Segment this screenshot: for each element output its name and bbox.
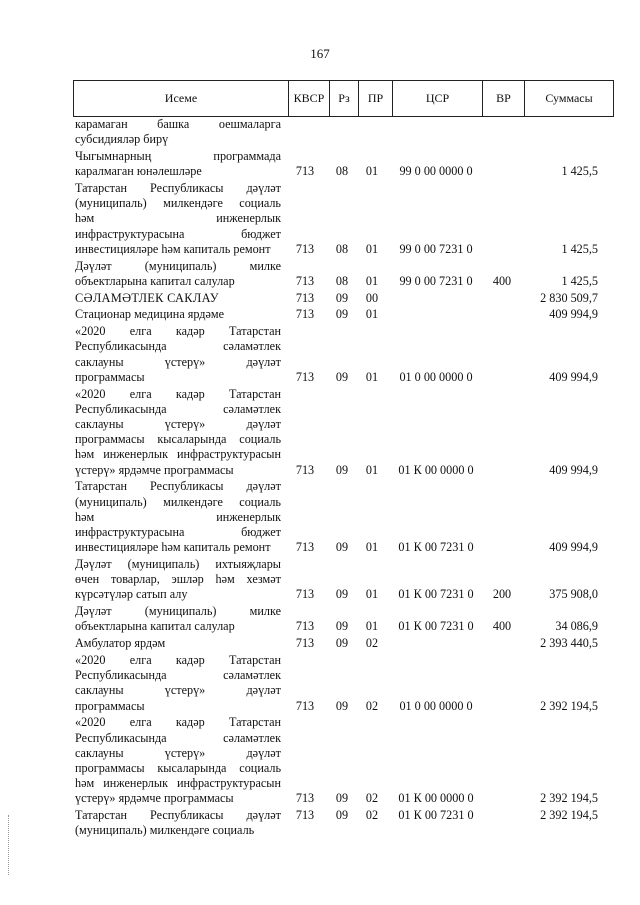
row-name	[73, 259, 281, 289]
row-name	[73, 557, 281, 603]
table-row	[73, 653, 614, 714]
cell-pr: 02	[365, 791, 379, 806]
row-name-line: Татарстан Республикасы дәүләт	[75, 808, 281, 823]
cell-pr: 02	[365, 636, 379, 651]
cell-rz: 09	[335, 290, 349, 305]
row-name-line: Стационар медицина ярдәме	[75, 307, 225, 322]
row-name-line: инвестицияләре һәм капиталь ремонт	[75, 241, 271, 256]
row-name-line: программасы	[75, 369, 145, 384]
cell-kvsr: 713	[295, 619, 315, 634]
row-name	[73, 387, 281, 478]
row-name	[73, 715, 281, 806]
cell-rz: 08	[335, 241, 349, 256]
row-name	[73, 653, 281, 714]
row-name	[73, 324, 281, 385]
cell-pr: 02	[365, 808, 379, 823]
cell-csr: 99 0 00 7231 0	[399, 241, 473, 256]
row-name-line: (муниципаль) милкендәге социаль	[75, 196, 281, 211]
cell-pr: 01	[365, 619, 379, 634]
row-name-line: «2020 елга кадәр Татарстан	[75, 324, 281, 339]
table-row	[73, 181, 614, 257]
cell-csr: 01 К 00 7231 0	[398, 587, 474, 602]
row-name-line: Республикасында сәламәтлек	[75, 730, 281, 745]
table-row	[73, 324, 614, 385]
row-name-line: Дәүләт (муниципаль) ихтыяҗлары	[75, 557, 281, 572]
row-name-line: һәм инженерлык инфраструктурасын	[75, 776, 281, 791]
row-name-line: үстерү» ярдәмче программасы	[75, 791, 234, 806]
table-row	[73, 636, 614, 651]
cell-pr: 01	[365, 462, 379, 477]
cell-sum: 409 994,9	[549, 540, 598, 555]
table-row	[73, 259, 614, 289]
cell-sum: 2 393 440,5	[540, 636, 598, 651]
row-name-line: Чыгымнарның программада	[75, 149, 281, 163]
table-row	[73, 307, 614, 322]
row-name	[73, 149, 281, 179]
cell-pr: 01	[365, 540, 379, 555]
row-name-line: Республикасында сәламәтлек	[75, 668, 281, 683]
cell-csr: 99 0 00 7231 0	[399, 273, 473, 288]
row-name-line: «2020 елга кадәр Татарстан	[75, 715, 281, 730]
row-name-line: инфраструктурасына бюджет	[75, 226, 281, 241]
cell-kvsr: 713	[295, 462, 315, 477]
column-header-pr: ПР	[358, 81, 392, 116]
row-name-line: үстерү» ярдәмче программасы	[75, 462, 234, 477]
table-row	[73, 604, 614, 634]
table-row	[73, 291, 614, 306]
page-number: 167	[310, 46, 330, 61]
cell-pr: 01	[365, 164, 379, 179]
cell-kvsr: 713	[295, 636, 315, 651]
row-name-line: саклауны үстерү» дәүләт	[75, 417, 281, 432]
cell-rz: 08	[335, 164, 349, 179]
cell-sum: 1 425,5	[561, 273, 598, 288]
cell-csr: 01 К 00 7231 0	[398, 808, 474, 823]
table-body	[73, 117, 614, 840]
row-name-line: объектларына капитал салулар	[75, 273, 235, 288]
row-name-line: объектларына капитал салулар	[75, 619, 235, 634]
row-name-line: өчен товарлар, эшләр һәм хезмәт	[75, 572, 281, 587]
cell-sum: 2 392 194,5	[540, 791, 598, 806]
cell-pr: 01	[365, 369, 379, 384]
row-name-line: «2020 елга кадәр Татарстан	[75, 653, 281, 668]
row-name-line: Татарстан Республикасы дәүләт	[75, 479, 281, 494]
cell-rz: 09	[335, 698, 349, 713]
row-name-line: программасы кысаларында социаль	[75, 761, 281, 776]
cell-csr: 01 К 00 0000 0	[398, 462, 474, 477]
cell-sum: 2 830 509,7	[540, 290, 598, 305]
cell-rz: 09	[335, 791, 349, 806]
cell-csr: 01 К 00 0000 0	[398, 791, 474, 806]
cell-vr: 200	[492, 587, 512, 602]
row-name-line: инвестицияләре һәм капиталь ремонт	[75, 540, 271, 555]
column-header-kvsr: КВСР	[288, 81, 329, 116]
row-name-line: күрсәтүләр сатып алу	[75, 587, 188, 602]
cell-pr: 02	[365, 698, 379, 713]
column-header-rz: Рз	[329, 81, 358, 116]
row-name-line: каралмаган юнәлешләре	[75, 164, 202, 179]
cell-sum: 375 908,0	[549, 587, 598, 602]
cell-kvsr: 713	[295, 698, 315, 713]
row-name-line: һәм инженерлык инфраструктурасын	[75, 447, 281, 462]
cell-pr: 01	[365, 307, 379, 322]
row-name	[73, 479, 281, 555]
row-name	[73, 604, 281, 634]
row-name-line: саклауны үстерү» дәүләт	[75, 683, 281, 698]
row-name-line: Татарстан Республикасы дәүләт	[75, 181, 281, 195]
row-name-line: инфраструктурасына бюджет	[75, 525, 281, 540]
table-row	[73, 808, 614, 838]
cell-pr: 01	[365, 273, 379, 288]
table-row	[73, 557, 614, 603]
cell-csr: 01 0 00 0000 0	[399, 698, 473, 713]
row-name-line: Республикасында сәламәтлек	[75, 339, 281, 354]
cell-kvsr: 713	[295, 540, 315, 555]
cell-sum: 2 392 194,5	[540, 808, 598, 823]
cell-rz: 09	[335, 369, 349, 384]
cell-sum: 34 086,9	[555, 619, 598, 634]
cell-kvsr: 713	[295, 241, 315, 256]
column-header-name: Исеме	[164, 91, 198, 105]
cell-kvsr: 713	[295, 791, 315, 806]
row-name-line: СӘЛАМӘТЛЕК САКЛАУ	[75, 290, 219, 305]
table-row	[73, 149, 614, 179]
row-name-line: Республикасында сәламәтлек	[75, 401, 281, 416]
cell-sum: 1 425,5	[561, 241, 598, 256]
row-name-line: Дәүләт (муниципаль) милке	[75, 604, 281, 619]
row-name-line: программасы кысаларында социаль	[75, 432, 281, 447]
row-name	[73, 117, 281, 147]
cell-kvsr: 713	[295, 587, 315, 602]
table-row	[73, 715, 614, 806]
cell-kvsr: 713	[295, 290, 315, 305]
row-name-line: субсидияләр бирү	[75, 132, 169, 147]
row-name-line: программасы	[75, 698, 145, 713]
cell-pr: 00	[365, 290, 379, 305]
cell-kvsr: 713	[295, 808, 315, 823]
table-row	[73, 117, 614, 147]
margin-mark	[8, 815, 11, 875]
cell-kvsr: 713	[295, 369, 315, 384]
table-header	[73, 80, 614, 117]
cell-csr: 99 0 00 0000 0	[399, 164, 473, 179]
column-header-sum: Суммасы	[524, 81, 613, 116]
row-name	[73, 636, 281, 651]
row-name-line: карамаган башка оешмаларга	[75, 117, 281, 131]
row-name-line: Дәүләт (муниципаль) милке	[75, 258, 281, 273]
row-name-line: саклауны үстерү» дәүләт	[75, 354, 281, 369]
cell-pr: 01	[365, 241, 379, 256]
row-name	[73, 808, 281, 838]
row-name-line: һәм инженерлык	[75, 211, 281, 226]
table-row	[73, 387, 614, 478]
row-name	[73, 291, 281, 306]
cell-rz: 09	[335, 587, 349, 602]
cell-sum: 409 994,9	[549, 369, 598, 384]
cell-csr: 01 К 00 7231 0	[398, 540, 474, 555]
cell-rz: 09	[335, 619, 349, 634]
cell-kvsr: 713	[295, 273, 315, 288]
row-name-line: саклауны үстерү» дәүләт	[75, 745, 281, 760]
row-name-line: һәм инженерлык	[75, 509, 281, 524]
row-name-line: (муниципаль) милкендәге социаль	[75, 823, 255, 838]
row-name-line: (муниципаль) милкендәге социаль	[75, 494, 281, 509]
row-name-line: Амбулатор ярдәм	[75, 636, 166, 651]
column-header-csr: ЦСР	[392, 81, 482, 116]
cell-kvsr: 713	[295, 164, 315, 179]
column-header-vr: ВР	[482, 81, 524, 116]
cell-rz: 09	[335, 540, 349, 555]
cell-rz: 09	[335, 462, 349, 477]
cell-csr: 01 К 00 7231 0	[398, 619, 474, 634]
cell-vr: 400	[492, 619, 512, 634]
row-name	[73, 181, 281, 257]
cell-sum: 409 994,9	[549, 307, 598, 322]
cell-rz: 09	[335, 808, 349, 823]
cell-sum: 1 425,5	[561, 164, 598, 179]
cell-sum: 409 994,9	[549, 462, 598, 477]
row-name-line: «2020 елга кадәр Татарстан	[75, 386, 281, 401]
cell-rz: 09	[335, 636, 349, 651]
row-name	[73, 307, 281, 322]
cell-csr: 01 0 00 0000 0	[399, 369, 473, 384]
cell-vr: 400	[492, 273, 512, 288]
table-row	[73, 479, 614, 555]
cell-sum: 2 392 194,5	[540, 698, 598, 713]
cell-rz: 09	[335, 307, 349, 322]
cell-kvsr: 713	[295, 307, 315, 322]
cell-rz: 08	[335, 273, 349, 288]
cell-pr: 01	[365, 587, 379, 602]
